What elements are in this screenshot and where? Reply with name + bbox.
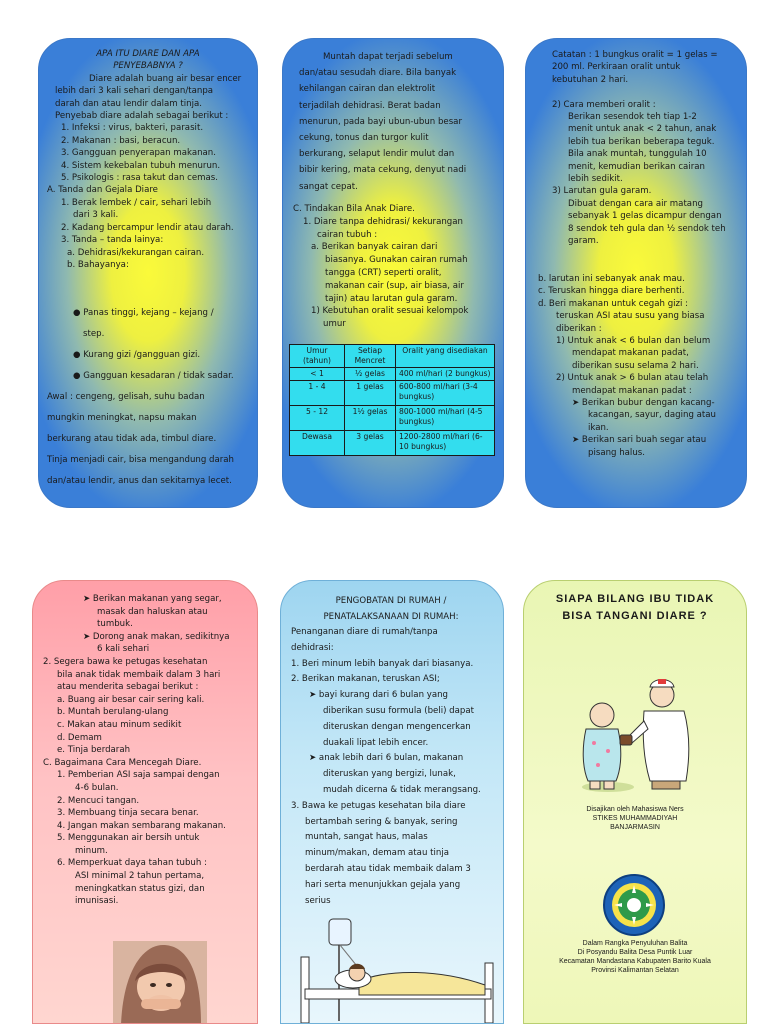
table-cell: 3 gelas [345,431,396,456]
list-item: 3. Membuang tinja secara benar. [57,808,199,819]
list-item: 3) Larutan gula garam. [552,186,652,197]
panel-title-line-2: PENATALAKSANAAN DI RUMAH: [323,612,459,622]
panel-home-treatment [280,580,504,1024]
list-item: bertambah sering & banyak, sering [305,816,458,827]
list-item: 4-6 bulan. [75,782,119,793]
bullet-item: pisang halus. [588,447,645,458]
text-line: Muntah dapat terjadi sebelum [323,52,453,62]
text-line: berkurang, selaput lendir mulut dan [299,149,455,160]
bullet-item: ikan. [588,422,609,433]
table-row [290,368,495,381]
list-item: 8 sendok teh gula dan ½ sendok teh [568,223,726,234]
panel-title-line-1: PENGOBATAN DI RUMAH / [335,596,447,606]
list-item: dari 3 kali. [73,210,119,221]
list-item: lebih tua berikan beberapa teguk. [568,136,715,147]
list-item: makanan cair (sup, air biasa, air [325,280,464,291]
list-item: b. larutan ini sebanyak anak mau. [538,274,685,284]
credit-line: BANJARMASIN [610,824,660,831]
event-info [524,939,746,975]
child-photo [113,941,207,1024]
doctor-child-illustration [572,677,696,793]
bullet-item: ● Gangguan kesadaran / tidak sadar. [73,371,234,381]
list-item: umur [323,319,346,330]
list-item: 3. Bawa ke petugas kesehatan bila diare [291,800,466,811]
bullet-item: step. [83,329,105,339]
list-item: 2. Berikan makanan, teruskan ASI; [291,674,440,685]
list-item: 2) Untuk anak > 6 bulan atau telah [556,373,709,384]
table-cell: 5 - 12 [290,406,345,431]
text-line: Tinja menjadi cair, bisa mengandung darah [47,455,235,465]
note-line: 200 ml. Perkiraan oralit untuk [552,62,681,73]
presenter-credit [524,805,746,832]
list-item: Bila anak muntah, tunggulah 10 [568,149,707,160]
section-heading: A. Tanda dan Gejala Diare [47,185,158,196]
list-item: b. Muntah berulang-ulang [57,707,169,718]
list-item: menit, kemudian berikan cairan [568,161,705,172]
list-item: atau menderita sebagai berikut : [57,682,199,693]
text-line: lebih dari 3 kali sehari dengan/tanpa [55,86,214,97]
table-row [290,406,495,431]
text-line: sangat cepat. [299,181,358,192]
list-item: cairan tubuh : [317,229,378,240]
list-item: teruskan ASI atau susu yang biasa [556,311,705,322]
panel-prevention [32,580,258,1024]
text-line: dan/atau sesudah diare. Bila banyak [299,68,457,79]
bullet-item: 6 kali sehari [97,644,150,655]
panel-title-line-1: APA ITU DIARE DAN APA [96,49,200,59]
panel-oralit-guide [525,38,747,508]
table-header-row [290,345,495,368]
list-item: 2) Cara memberi oralit : [552,99,656,110]
list-item: 2. Kadang bercampur lendir atau darah. [61,222,234,233]
text-line: Diare adalah buang air besar encer [89,73,242,84]
table-cell: 400 ml/hari (2 bungkus) [396,368,495,381]
list-item: minum. [75,845,108,856]
panel-cover [523,580,747,1024]
bullet-item: tumbuk. [97,619,133,630]
spacer-line [552,86,738,98]
bullet-item: ➤ anak lebih dari 6 bulan, makanan [309,753,464,764]
list-item: menit untuk anak < 2 tahun, anak [568,124,717,135]
list-item: muntah, sangat haus, malas [305,832,428,843]
list-item: Dibuat dengan cara air matang [568,198,703,209]
event-line: Kecamatan Mandastana Kabupaten Barito Kuala [559,958,711,965]
text-line: Awal : cengeng, gelisah, suhu badan [47,392,205,402]
table-cell: 1½ gelas [345,406,396,431]
section-heading: C. Tindakan Bila Anak Diare. [293,204,415,214]
list-item: 1. Berak lembek / cair, sehari lebih [61,197,212,208]
list-item: c. Teruskan hingga diare berhenti. [538,286,685,297]
list-item: diberikan susu selama 2 hari. [572,360,699,371]
list-item: 2. Mencuci tangan. [57,795,140,806]
list-item: 2. Makanan : basi, beracun. [61,135,181,146]
stikes-logo [602,873,666,937]
text-line: darah dan atau lendir dalam tinja. [55,98,202,109]
bullet-item: mudah dicerna & tidak merangsang. [323,784,481,795]
bullet-item: diberikan susu formula (beli) dapat [323,705,474,716]
list-item: mendapat makanan padat : [572,385,692,396]
text-line: menurun, pada bayi ubun-ubun besar [299,116,462,127]
bullet-item: ● Kurang gizi /gangguan gizi. [73,350,201,360]
text-line: bibir kering, mata cekung, denyut nadi [299,165,467,176]
event-line: Provinsi Kalimantan Selatan [591,967,679,974]
list-item: sebanyak 1 gelas dicampur dengan [568,211,722,222]
table-cell: 800-1000 ml/hari (4-5 bungkus) [396,406,495,431]
table-cell: ½ gelas [345,368,396,381]
list-item: 6. Memperkuat daya tahan tubuh : [57,858,207,869]
cover-heading-line-1: SIAPA BILANG IBU TIDAK [555,593,715,605]
bullet-item: ● Panas tinggi, kejang – kejang / [73,308,214,318]
list-item: lebih sedikit. [568,174,623,185]
list-item: 1. Pemberian ASI saja sampai dengan [57,770,220,781]
list-item: 4. Sistem kekebalan tubuh menurun. [61,160,221,171]
list-item: 4. Jangan makan sembarang makanan. [57,820,226,831]
credit-line: STIKES MUHAMMADIYAH [592,815,678,822]
text-line: kehilangan cairan dan elektrolit [299,84,436,95]
event-line: Dalam Rangka Penyuluhan Balita [582,940,688,947]
list-item: minum/makan, demam atau tinja [305,848,449,859]
bullet-item: ➤ bayi kurang dari 6 bulan yang [309,690,449,701]
list-item: mendapat makanan padat, [572,348,689,359]
list-item: 1. Infeksi : virus, bakteri, parasit. [61,123,204,134]
list-item: 3. Tanda – tanda lainya: [61,235,164,246]
list-item: ASI minimal 2 tahun pertama, [75,871,205,882]
list-item: d. Beri makanan untuk cegah gizi : [538,298,689,309]
list-item: tangga (CRT) seperti oralit, [325,267,442,278]
list-item: hari serta menunjukkan gejala yang [305,879,461,890]
list-item: 2. Segera bawa ke petugas kesehatan [43,656,208,667]
list-item: meningkatkan status gizi, dan [75,883,205,894]
table-cell: Dewasa [290,431,345,456]
note-line: kebutuhan 2 hari. [552,74,629,85]
table-cell: 1 gelas [345,381,396,406]
bullet-item: ➤ Berikan bubur dengan kacang- [572,398,715,409]
list-item: biasanya. Gunakan cairan rumah [325,255,468,266]
list-item: garam. [568,236,599,247]
list-item: 5. Menggunakan air bersih untuk [57,833,200,844]
list-item: 1) Kebutuhan oralit sesuai kelompok [311,306,469,317]
list-item: 1. Diare tanpa dehidrasi/ kekurangan [303,216,463,227]
bullet-item: ➤ Berikan makanan yang segar, [83,594,222,604]
bullet-item: diteruskan yang bergizi, lunak, [323,769,456,780]
list-item: 1) Untuk anak < 6 bulan dan belum [556,336,711,347]
list-item: a. Buang air besar cair sering kali. [57,694,205,705]
cover-heading [524,591,746,625]
oralit-dose-table [289,344,495,456]
bullet-item: masak dan haluskan atau [97,606,208,617]
bullet-item: ➤ Berikan sari buah segar atau [572,435,707,446]
list-item: imunisasi. [75,896,119,907]
list-item: Berikan sesendok teh tiap 1-2 [568,112,697,123]
panel-action-when-diarrhea [282,38,504,508]
list-item: c. Makan atau minum sedikit [57,719,182,730]
list-item: tajin) atau larutan gula garam. [325,293,458,304]
column-header: Umur (tahun) [290,345,345,368]
list-item: 1. Beri minum lebih banyak dari biasanya. [291,658,474,669]
list-item: diberikan : [556,323,602,334]
column-header: Setiap Mencret [345,345,396,368]
bullet-item: diteruskan dengan mengencerkan [323,721,471,732]
cover-heading-line-2: BISA TANGANI DIARE ? [562,610,708,622]
bullet-item: ➤ Dorong anak makan, sedikitnya [83,631,230,642]
note-line: Catatan : 1 bungkus oralit = 1 gelas = [552,50,718,60]
credit-line: Disajikan oleh Mahasiswa Ners [586,806,684,813]
panel-title-line-2: PENYEBABNYA ? [113,61,183,72]
text-line: Penanganan diare di rumah/tanpa [291,627,438,637]
text-line: Penyebab diare adalah sebagai berikut : [55,111,229,122]
text-line: berkurang atau tidak ada, timbul diare. [47,434,217,444]
bullet-item: duakali lipat lebih encer. [323,737,429,748]
list-item: serius [305,895,331,906]
table-cell: 600-800 ml/hari (3-4 bungkus) [396,381,495,406]
list-item: 5. Psikologis : rasa takut dan cemas. [61,173,219,184]
panel-what-is-diarrhea [38,38,258,508]
list-item: 3. Gangguan penyerapan makanan. [61,148,216,159]
list-item: b. Bahayanya: [67,259,129,270]
list-item: berdarah atau tidak membaik dalam 3 [305,863,471,874]
list-item: d. Demam [57,732,102,743]
sick-child-bed-illustration [299,911,495,1024]
table-cell: < 1 [290,368,345,381]
list-item: a. Berikan banyak cairan dari [311,242,438,253]
bullet-item: kacangan, sayur, daging atau [588,410,716,421]
event-line: Di Posyandu Balita Desa Puntik Luar [577,949,693,956]
table-cell: 1 - 4 [290,381,345,406]
column-header: Oralit yang disediakan [396,345,495,368]
list-item: bila anak tidak membaik dalam 3 hari [57,669,221,680]
table-cell: 1200-2800 ml/hari (6-10 bungkus) [396,431,495,456]
text-line: terjadilah dehidrasi. Berat badan [299,100,441,111]
table-row [290,381,495,406]
list-item: a. Dehidrasi/kekurangan cairan. [67,247,205,258]
text-line: dehidrasi: [291,642,334,653]
text-line: cekung, tonus dan turgor kulit [299,133,429,144]
section-heading: C. Bagaimana Cara Mencegah Diare. [43,757,202,768]
text-line: dan/atau lendir, anus dan sekitarnya lecet. [47,476,232,486]
list-item: e. Tinja berdarah [57,745,131,756]
table-row [290,431,495,456]
text-line: mungkin meningkat, napsu makan [47,413,197,423]
